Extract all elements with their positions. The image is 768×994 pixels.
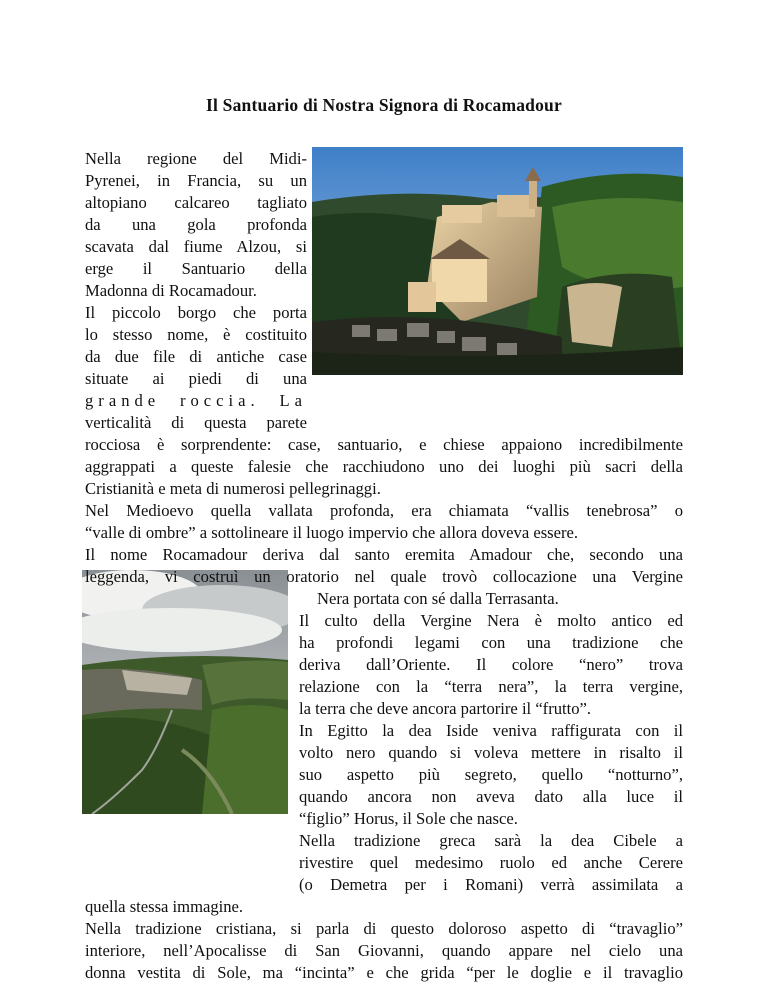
text-line: Il culto della Vergine Nera è molto antico ed xyxy=(299,611,683,630)
text-line: donna vestita di Sole, ma “incinta” e che grida “per le doglie e il travaglio xyxy=(85,963,683,982)
text-line: Madonna di Rocamadour. xyxy=(85,281,257,300)
text-line: In Egitto la dea Iside veniva raffigurata con il xyxy=(299,721,683,740)
text-line: la terra che deve ancora partorire il “frutto”. xyxy=(299,699,592,718)
text-line: Nera portata con sé dalla Terrasanta. xyxy=(317,589,559,608)
text-line: Il nome Rocamadour deriva dal santo eremita Amadour che, secondo una xyxy=(85,545,683,564)
text-line: quella stessa immagine. xyxy=(85,897,244,916)
text-line: Nella tradizione cristiana, si parla di questo doloroso aspetto di “travaglio” xyxy=(85,919,683,938)
text-line: leggenda, vi costruì un oratorio nel quale trovò collocazione una Vergine xyxy=(85,567,683,586)
text-line: Nel Medioevo quella vallata profonda, era chiamata “vallis tenebrosa” o xyxy=(85,501,683,520)
text-line: quando ancora non aveva dato alla luce il xyxy=(299,787,683,806)
text-line: situate ai piedi di una xyxy=(85,369,307,388)
text-line: volto nero quando si voleva mettere in risalto il xyxy=(299,743,683,762)
text-line: relazione con la “terra nera”, la terra vergine, xyxy=(299,677,683,696)
text-line: da due file di antiche case xyxy=(85,347,307,366)
text-line: deriva dall’Oriente. Il colore “nero” trova xyxy=(299,655,683,674)
text-line: scavata dal fiume Alzou, si xyxy=(85,237,307,256)
text-line: ha profondi legami con una tradizione che xyxy=(299,633,683,652)
text-line: Cristianità e meta di numerosi pellegrinaggi. xyxy=(85,479,381,498)
text-line: Nella regione del Midi- xyxy=(85,149,307,168)
text-line: Pyrenei, in Francia, su un xyxy=(85,171,307,190)
rocamadour-photo xyxy=(312,147,683,375)
text-line: grande roccia. La xyxy=(85,391,307,410)
text-line: rocciosa è sorprendente: case, santuario, e chiese appaiono incredibilmente xyxy=(85,435,683,454)
text-line: verticalità di questa parete xyxy=(85,413,307,432)
text-line: (o Demetra per i Romani) verrà assimilata a xyxy=(299,875,683,894)
text-line: rivestire quel medesimo ruolo ed anche Cerere xyxy=(299,853,683,872)
text-line: interiore, nell’Apocalisse di San Giovanni, quando appare nel cielo una xyxy=(85,941,683,960)
text-line: da una gola profonda xyxy=(85,215,307,234)
text-line: lo stesso nome, è costituito xyxy=(85,325,307,344)
gorge-valley-photo xyxy=(82,570,288,814)
text-line: erge il Santuario della xyxy=(85,259,307,278)
text-line: aggrappati a queste falesie che racchiudono uno dei luoghi più sacri della xyxy=(85,457,683,476)
text-line: suo aspetto più segreto, quello “notturno”, xyxy=(299,765,683,784)
text-line: Nella tradizione greca sarà la dea Cibele a xyxy=(299,831,683,850)
text-line: “valle di ombre” a sottolineare il luogo impervio che allora doveva essere. xyxy=(85,523,579,542)
text-line: altopiano calcareo tagliato xyxy=(85,193,307,212)
text-line: “figlio” Horus, il Sole che nasce. xyxy=(299,809,518,828)
page-title: Il Santuario di Nostra Signora di Rocamadour xyxy=(206,95,562,115)
text-line: Il piccolo borgo che porta xyxy=(85,303,307,322)
